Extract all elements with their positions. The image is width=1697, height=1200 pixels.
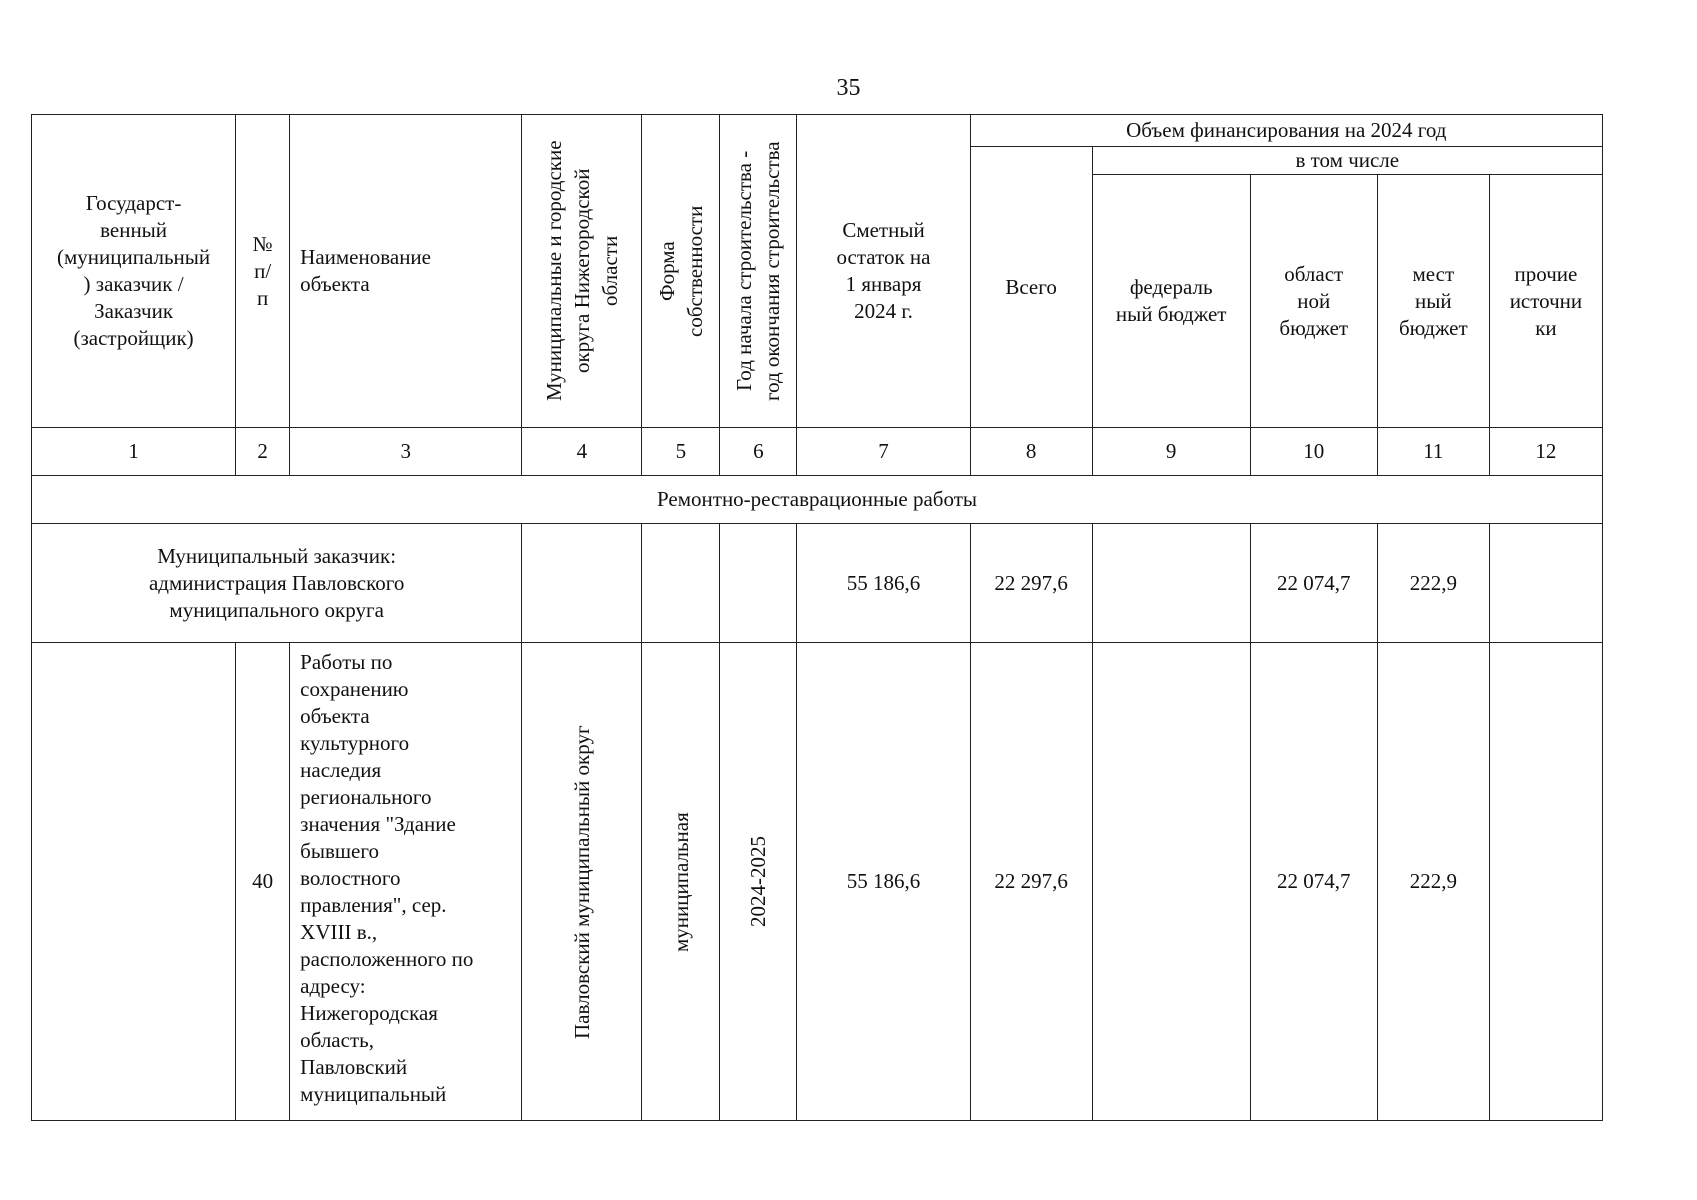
header-financing: Объем финансирования на 2024 год <box>970 115 1602 147</box>
column-number: 11 <box>1377 428 1489 476</box>
item-district: Павловский муниципальный округ <box>569 724 594 1039</box>
header-district-cell <box>522 115 642 428</box>
item-total: 22 297,6 <box>970 643 1092 1121</box>
header-years-cell <box>720 115 797 428</box>
header-including: в том числе <box>1092 147 1602 175</box>
customer-estimate: 55 186,6 <box>797 524 970 643</box>
column-number: 5 <box>642 428 720 476</box>
item-federal <box>1092 643 1250 1121</box>
column-number: 12 <box>1489 428 1602 476</box>
customer-name: Муниципальный заказчик: администрация Павловского муниципального округа <box>32 524 522 643</box>
item-years-cell <box>720 643 797 1121</box>
item-years: 2024-2025 <box>746 836 771 927</box>
customer-federal <box>1092 524 1250 643</box>
column-number: 6 <box>720 428 797 476</box>
financing-table <box>31 114 1603 1121</box>
item-ownership-cell <box>642 643 720 1121</box>
header-ownership-cell <box>642 115 720 428</box>
header-number: № п/ п <box>236 115 290 428</box>
header-local: мест ный бюджет <box>1377 175 1489 428</box>
empty-cell <box>720 524 797 643</box>
column-number: 1 <box>32 428 236 476</box>
header-customer: Государст- венный (муниципальный ) заказчик / Заказчик (застройщик) <box>32 115 236 428</box>
column-number: 3 <box>290 428 522 476</box>
section-title: Ремонтно-реставрационные работы <box>32 476 1603 524</box>
customer-row <box>32 524 1603 643</box>
header-ownership: Форма собственности <box>654 205 707 337</box>
header-regional: област ной бюджет <box>1250 175 1377 428</box>
customer-regional: 22 074,7 <box>1250 524 1377 643</box>
customer-other <box>1489 524 1602 643</box>
header-total: Всего <box>970 147 1092 428</box>
item-district-cell <box>522 643 642 1121</box>
column-number-row <box>32 428 1603 476</box>
empty-cell <box>642 524 720 643</box>
page-number: 35 <box>836 75 861 101</box>
item-estimate: 55 186,6 <box>797 643 970 1121</box>
header-row <box>32 115 1603 147</box>
item-regional: 22 074,7 <box>1250 643 1377 1121</box>
header-object-name: Наименование объекта <box>290 115 522 428</box>
header-district: Муниципальные и городские округа Нижегородской области <box>541 140 622 402</box>
column-number: 2 <box>236 428 290 476</box>
column-number: 8 <box>970 428 1092 476</box>
customer-total: 22 297,6 <box>970 524 1092 643</box>
column-number: 7 <box>797 428 970 476</box>
item-other <box>1489 643 1602 1121</box>
header-years: Год начала строительства - год окончания строительства <box>732 141 785 401</box>
empty-cell <box>32 643 236 1121</box>
item-name: Работы по сохранению объекта культурного наследия регионального значения "Здание бывшего волостного правления", сер. XVIII в., расположенного по адресу: Нижегородская область, Павловский муниципальный <box>290 643 522 1121</box>
item-number: 40 <box>236 643 290 1121</box>
column-number: 4 <box>522 428 642 476</box>
header-federal: федераль ный бюджет <box>1092 175 1250 428</box>
item-row <box>32 643 1603 1121</box>
column-number: 10 <box>1250 428 1377 476</box>
item-ownership: муниципальная <box>668 811 693 952</box>
column-number: 9 <box>1092 428 1250 476</box>
header-other: прочие источни ки <box>1489 175 1602 428</box>
customer-local: 222,9 <box>1377 524 1489 643</box>
header-estimate: Сметный остаток на 1 января 2024 г. <box>797 115 970 428</box>
section-row <box>32 476 1603 524</box>
empty-cell <box>522 524 642 643</box>
item-local: 222,9 <box>1377 643 1489 1121</box>
